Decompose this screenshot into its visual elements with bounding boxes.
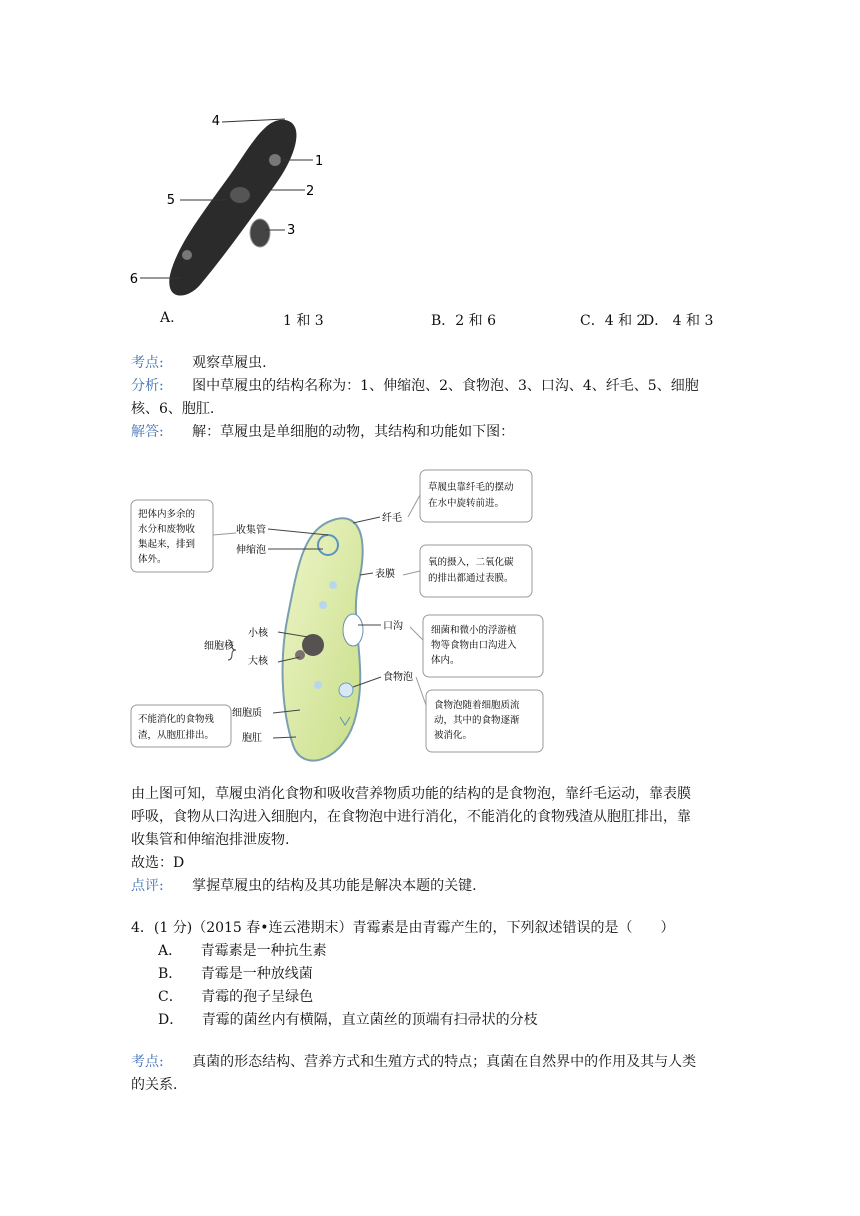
- fenxi-row-2: [131, 398, 731, 420]
- box-right-3-line-3: 体内。: [431, 655, 460, 666]
- fenxi-text: 图中草履虫的结构名称为：1、伸缩泡、2、食物泡、3、口沟、4、纤毛、5、细胞: [192, 378, 699, 394]
- box-left-top-line-4: 体外。: [138, 554, 167, 565]
- label-cilia: 纤毛: [382, 513, 402, 524]
- conclusion-line-2: 呼吸，食物从口沟进入细胞内，在食物泡中进行消化，不能消化的食物残渣从胞肛排出，靠: [131, 809, 691, 825]
- jieda-label: 解答:: [131, 424, 164, 440]
- label-contractile-vacuole: 伸缩泡: [236, 545, 266, 556]
- kaodian-label: 考点:: [131, 355, 164, 371]
- q4-option-b-text: 青霉是一种放线菌: [200, 966, 313, 982]
- jieda-text: 解：草履虫是单细胞的动物，其结构和功能如下图：: [192, 424, 515, 440]
- option-c: C．4 和 2: [580, 313, 646, 329]
- q4-option-a-key: A．: [158, 943, 183, 959]
- q4-option-a: [158, 940, 758, 962]
- box-left-top-line-2: 水分和废物收: [138, 524, 196, 535]
- conclusion-line-3: 收集管和伸缩泡排泄废物.: [131, 832, 290, 848]
- label-cytoplasm: 细胞质: [232, 708, 262, 719]
- paramecium-body: [166, 120, 296, 296]
- fenxi-label: 分析:: [131, 378, 164, 394]
- box-left-top-line-1: 把体内多余的: [138, 509, 196, 520]
- label-food-vacuole: 食物泡: [383, 672, 413, 683]
- option-d: D． 4 和 3: [643, 313, 714, 329]
- conclusion-line-1: 由上图可知，草履虫消化食物和吸收营养物质功能的结构的是食物泡，靠纤毛运动，靠表膜: [131, 786, 691, 802]
- option-a: A.: [160, 310, 175, 326]
- box-right-1-line-2: 在水中旋转前进。: [428, 498, 505, 509]
- kaodian-row: [131, 352, 731, 374]
- box-right-4-line-1: 食物泡随着细胞质流: [434, 700, 520, 711]
- label-3: 3: [287, 223, 296, 238]
- q4-option-c-key: C．: [158, 989, 183, 1005]
- option-b: B．2 和 6: [431, 313, 497, 329]
- option-a-text: 1 和 3: [283, 313, 324, 329]
- q4-option-d-text: 青霉的菌丝内有横隔，直立菌丝的顶端有扫帚状的分枝: [201, 1012, 538, 1028]
- dianping-label: 点评:: [131, 878, 164, 894]
- jieda-row: [131, 421, 731, 443]
- box-right-1-line-1: 草履虫靠纤毛的摆动: [428, 482, 514, 493]
- label-macronucleus: 大核: [248, 656, 268, 667]
- box-right-3-line-1: 细菌和微小的浮游植: [431, 625, 517, 636]
- q4-kaodian-text: 真菌的形态结构、营养方式和生殖方式的特点；真菌在自然界中的作用及其与人类: [192, 1054, 697, 1070]
- label-pellicle: 表膜: [375, 569, 395, 580]
- q4-option-d: [158, 1009, 758, 1031]
- label-4: 4: [211, 114, 220, 129]
- dianping-text: 掌握草履虫的结构及其功能是解决本题的关键.: [192, 878, 477, 894]
- q4-stem: 4．(1 分)（2015 春•连云港期末）青霉素是由青霉产生的，下列叙述错误的是（ ）: [131, 920, 675, 936]
- box-left-top-line-3: 集起来，排到: [138, 539, 196, 550]
- box-right-4-line-2: 动，其中的食物逐渐: [434, 715, 520, 726]
- box-left-bottom-line-2: 渣，从胞肛排出。: [138, 730, 215, 741]
- answer-line: 故选：D: [131, 855, 185, 871]
- label-oral-groove: 口沟: [383, 621, 403, 632]
- q4-option-c-text: 青霉的孢子呈绿色: [201, 989, 314, 1005]
- label-5: 5: [166, 193, 175, 208]
- box-right-4-line-3: 被消化。: [434, 730, 473, 741]
- label-2: 2: [306, 184, 315, 199]
- box-right-3-line-2: 物等食物由口沟进入: [431, 640, 517, 651]
- label-6: 6: [129, 272, 138, 287]
- q4-option-c: [158, 986, 758, 1008]
- fenxi-text-2: 核、6、胞肛.: [131, 401, 215, 417]
- fenxi-row: [131, 375, 731, 397]
- paramecium-structure-diagram: [128, 465, 548, 775]
- q4-option-b: [158, 963, 758, 985]
- label-micronucleus: 小核: [248, 628, 268, 639]
- q4-option-a-text: 青霉素是一种抗生素: [200, 943, 327, 959]
- oral-groove-shape: [250, 219, 270, 247]
- label-1: 1: [315, 154, 324, 169]
- box-right-2-line-2: 的排出都通过表膜。: [428, 573, 514, 584]
- label-cytoproct: 胞肛: [242, 733, 262, 744]
- label-collecting-tube: 收集管: [236, 525, 266, 536]
- paramecium-figure-1: [125, 105, 335, 305]
- q4-option-b-key: B．: [158, 966, 183, 982]
- q4-option-d-key: D．: [158, 1012, 184, 1028]
- box-right-2-line-1: 氧的摄入，二氧化碳: [428, 557, 514, 568]
- q4-kaodian-row: [131, 1051, 731, 1073]
- nucleus-shape: [230, 187, 250, 203]
- dianping-row: [131, 875, 731, 897]
- label-nucleus: 细胞核: [204, 641, 234, 652]
- kaodian-text: 观察草履虫.: [192, 355, 267, 371]
- q4-kaodian-label: 考点:: [131, 1054, 164, 1070]
- box-left-bottom-line-1: 不能消化的食物残: [138, 714, 215, 725]
- q4-kaodian-row-2: 的关系.: [131, 1077, 178, 1093]
